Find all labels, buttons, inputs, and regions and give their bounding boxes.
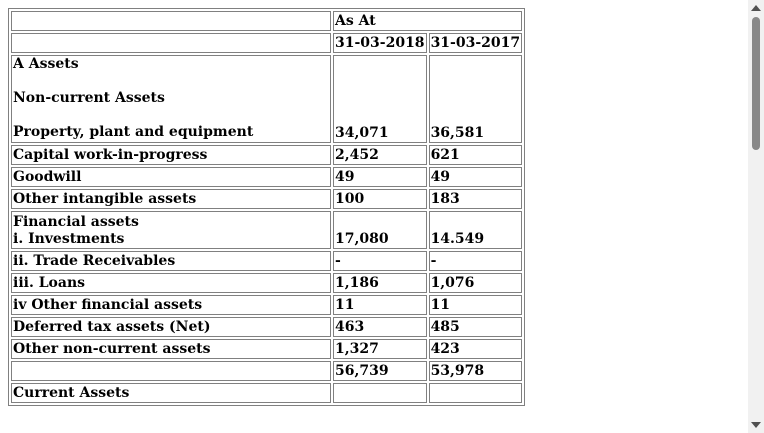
total-noncurrent-2018: 56,739 — [333, 361, 427, 381]
current-assets-label: Current Assets — [11, 383, 331, 403]
trade-receivables-label: ii. Trade Receivables — [11, 251, 331, 271]
section-a-assets: A Assets — [13, 56, 79, 72]
header-row — [11, 11, 522, 31]
current-assets-2018 — [333, 383, 427, 403]
other-noncurrent-2017: 423 — [429, 339, 523, 359]
total-row — [11, 361, 522, 381]
date-header-empty-cell — [11, 33, 331, 53]
other-financial-2017: 11 — [429, 295, 523, 315]
table-row — [11, 339, 522, 359]
section-non-current-assets: Non-current Assets — [13, 90, 165, 106]
trade-receivables-2018: - — [333, 251, 427, 271]
table-row — [11, 167, 522, 187]
vertical-scrollbar[interactable] — [748, 0, 764, 433]
table-row — [11, 295, 522, 315]
cwip-2018: 2,452 — [333, 145, 427, 165]
current-assets-2017 — [429, 383, 523, 403]
other-noncurrent-label: Other non-current assets — [11, 339, 331, 359]
total-noncurrent-2017: 53,978 — [429, 361, 523, 381]
ppe-2018: 34,071 — [333, 55, 427, 143]
date-header-2018: 31-03-2018 — [335, 35, 425, 51]
table-row — [11, 383, 522, 403]
ppe-label: Property, plant and equipment — [13, 124, 254, 140]
table-row — [11, 273, 522, 293]
intangible-label: Other intangible assets — [11, 189, 331, 209]
total-empty-cell — [11, 361, 331, 381]
row-label — [11, 55, 331, 143]
header-empty-cell — [11, 11, 331, 31]
scroll-up-arrow-icon[interactable] — [751, 5, 761, 11]
investments-2017: 14.549 — [429, 211, 523, 249]
goodwill-label: Goodwill — [11, 167, 331, 187]
deferred-tax-2017: 485 — [429, 317, 523, 337]
as-at-header: As At — [333, 11, 522, 31]
table-row — [11, 211, 522, 249]
intangible-2018: 100 — [333, 189, 427, 209]
table-row — [11, 317, 522, 337]
loans-2018: 1,186 — [333, 273, 427, 293]
cwip-label: Capital work-in-progress — [11, 145, 331, 165]
date-header-row — [11, 33, 522, 53]
cwip-2017: 621 — [429, 145, 523, 165]
table-row — [11, 145, 522, 165]
investments-2018: 17,080 — [333, 211, 427, 249]
other-noncurrent-2018: 1,327 — [333, 339, 427, 359]
balance-sheet-table — [8, 8, 525, 406]
ppe-2017: 36,581 — [429, 55, 523, 143]
loans-2017: 1,076 — [429, 273, 523, 293]
loans-label: iii. Loans — [11, 273, 331, 293]
scrollbar-thumb[interactable] — [752, 17, 760, 150]
investments-label: i. Investments — [13, 231, 125, 247]
deferred-tax-label: Deferred tax assets (Net) — [11, 317, 331, 337]
other-financial-2018: 11 — [333, 295, 427, 315]
table-row — [11, 251, 522, 271]
row-label — [11, 211, 331, 249]
financial-assets-label: Financial assets — [13, 214, 139, 230]
other-financial-label: iv Other financial assets — [11, 295, 331, 315]
deferred-tax-2018: 463 — [333, 317, 427, 337]
goodwill-2017: 49 — [429, 167, 523, 187]
goodwill-2018: 49 — [333, 167, 427, 187]
date-header-2017: 31-03-2017 — [430, 35, 521, 51]
intangible-2017: 183 — [429, 189, 523, 209]
table-row — [11, 189, 522, 209]
trade-receivables-2017: - — [429, 251, 523, 271]
scroll-down-arrow-icon[interactable] — [751, 422, 761, 428]
table-row — [11, 55, 522, 143]
